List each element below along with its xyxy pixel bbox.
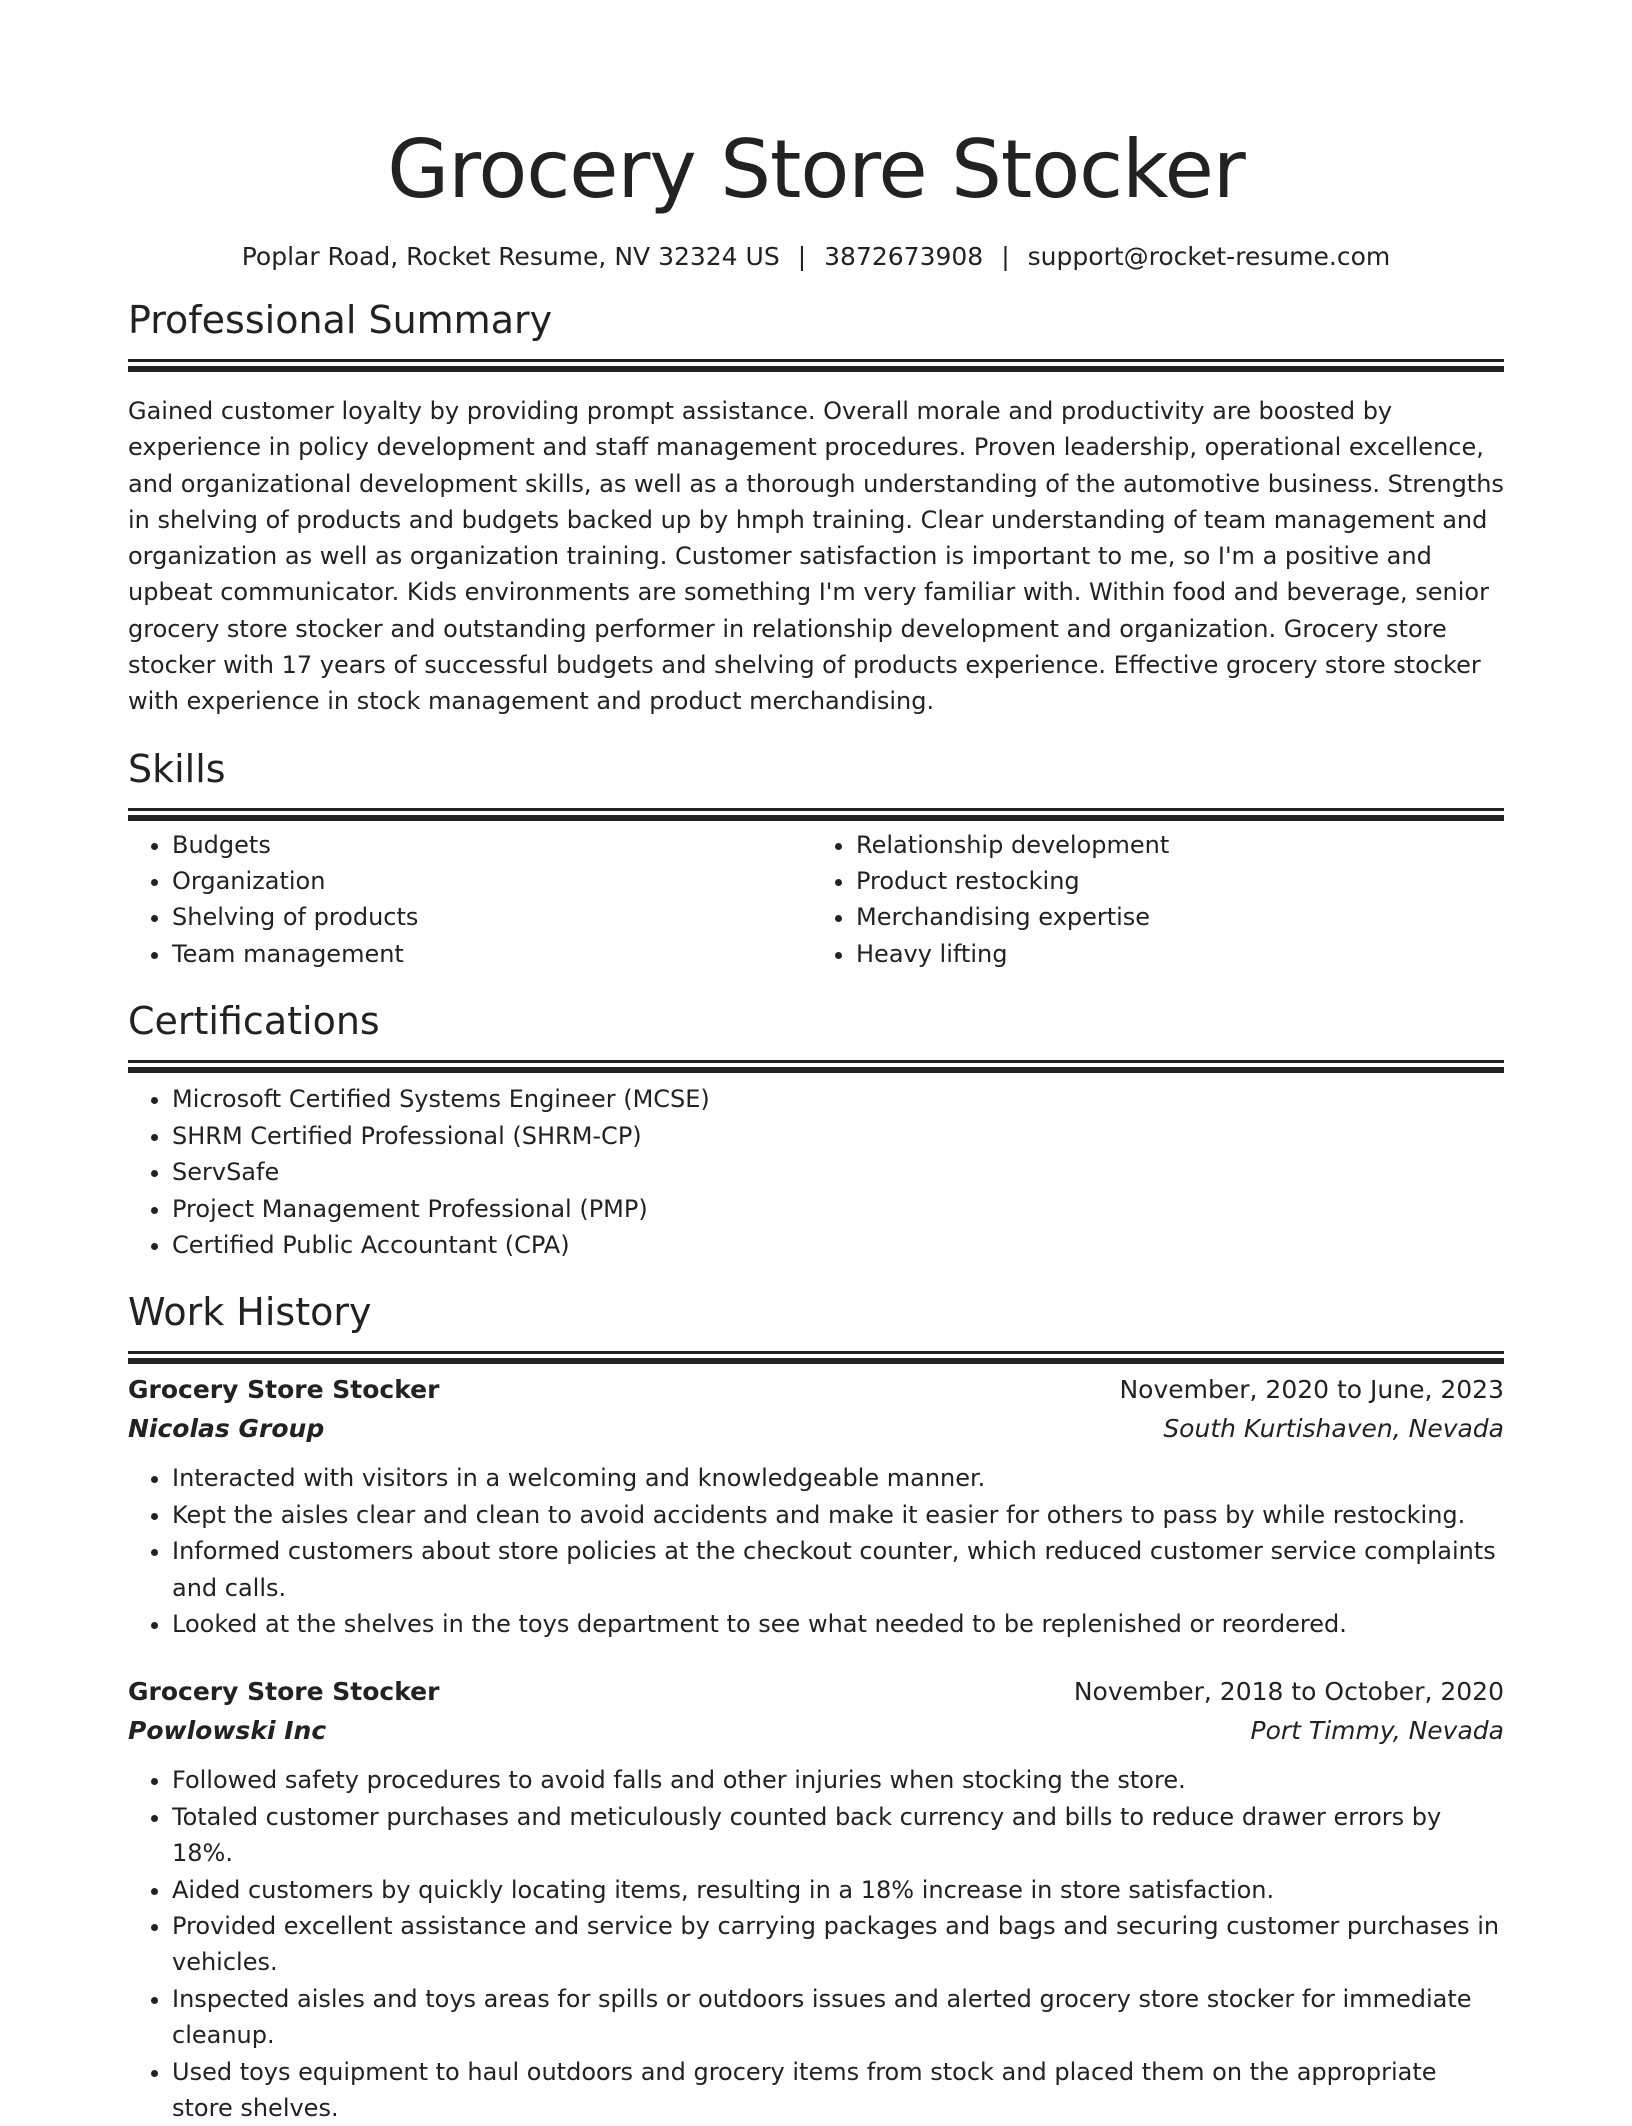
skills-section: [128, 746, 1504, 973]
summary-section: [128, 297, 1504, 720]
skill-item: • Budgets: [172, 827, 806, 863]
resume-page: [128, 0, 1504, 2126]
skills-list-right: [806, 827, 1490, 973]
job-header: [128, 1370, 1504, 1409]
job-bullet: • Followed safety procedures to avoid falls and other injuries when stocking the store.: [172, 1762, 1504, 1798]
job-entry: [128, 1672, 1504, 2126]
job-bullet: • Inspected aisles and toys areas for spills or outdoors issues and alerted grocery store stocker for immediate cleanup.: [172, 1981, 1504, 2054]
contact-email: support@rocket-resume.com: [1027, 242, 1391, 271]
skills-grid: [128, 827, 1504, 973]
job-dates: November, 2018 to October, 2020: [1073, 1677, 1504, 1707]
section-divider: [128, 1351, 1504, 1354]
contact-line: [128, 240, 1504, 274]
job-bullet: • Totaled customer purchases and meticulously counted back currency and bills to reduce drawer errors by 18%.: [172, 1799, 1504, 1872]
job-bullet: • Provided excellent assistance and service by carrying packages and bags and securing customer purchases in vehicles.: [172, 1908, 1504, 1981]
work-section: [128, 1289, 1504, 2126]
job-header: [128, 1672, 1504, 1711]
contact-separator: |: [1001, 242, 1010, 271]
certification-item: • Certified Public Accountant (CPA): [172, 1227, 1504, 1263]
contact-phone: 3872673908: [824, 242, 984, 271]
skills-list-left: [128, 827, 806, 973]
job-location: Port Timmy, Nevada: [1250, 1716, 1504, 1746]
work-heading: Work History: [128, 1290, 372, 1335]
job-entry: [128, 1370, 1504, 1642]
skill-item: • Merchandising expertise: [856, 899, 1490, 935]
job-subheader: [128, 1711, 1504, 1750]
certification-item: • Project Management Professional (PMP): [172, 1191, 1504, 1227]
summary-heading: Professional Summary: [128, 298, 553, 342]
job-bullets: [128, 1762, 1504, 2126]
job-company: Nicolas Group: [128, 1414, 325, 1444]
job-dates: November, 2020 to June, 2023: [1119, 1375, 1504, 1405]
skill-item: • Relationship development: [856, 827, 1490, 863]
job-bullet: • Informed customers about store policies at the checkout counter, which reduced customer service complaints and calls.: [172, 1533, 1504, 1606]
skill-item: • Product restocking: [856, 863, 1490, 899]
job-bullet: • Looked at the shelves in the toys department to see what needed to be replenished or reordered.: [172, 1606, 1504, 1642]
certifications-section: [128, 998, 1504, 1263]
certifications-list: [128, 1081, 1504, 1263]
certification-item: • Microsoft Certified Systems Engineer (MCSE): [172, 1081, 1504, 1117]
job-title: Grocery Store Stocker: [128, 1677, 440, 1707]
section-divider: [128, 359, 1504, 362]
section-divider: [128, 808, 1504, 811]
skill-item: • Team management: [172, 936, 806, 972]
resume-title: Grocery Store Stocker: [387, 123, 1245, 216]
job-location: South Kurtishaven, Nevada: [1163, 1414, 1504, 1444]
job-title: Grocery Store Stocker: [128, 1375, 440, 1405]
certifications-heading: Certifications: [128, 999, 380, 1044]
job-bullet: • Used toys equipment to haul outdoors and grocery items from stock and placed them on the appropriate store shelves.: [172, 2054, 1504, 2126]
job-bullet: • Kept the aisles clear and clean to avoid accidents and make it easier for others to pass by while restocking.: [172, 1497, 1504, 1533]
contact-address: Poplar Road, Rocket Resume, NV 32324 US: [241, 242, 780, 271]
job-company: Powlowski Inc: [128, 1716, 327, 1746]
contact-separator: |: [797, 242, 807, 271]
skill-item: • Heavy lifting: [856, 936, 1490, 972]
job-bullets: [128, 1460, 1504, 1642]
job-bullet: • Aided customers by quickly locating items, resulting in a 18% increase in store satisfaction.: [172, 1872, 1504, 1908]
skill-item: • Organization: [172, 863, 806, 899]
skill-item: • Shelving of products: [172, 899, 806, 935]
summary-text: Gained customer loyalty by providing prompt assistance. Overall morale and productivity are boosted by experience in policy development and staff management procedures. Proven leadership, operational excellence, and organizational development skills, as well as a thorough understanding of the automotive business. Strengths in shelving of products and budgets backed up by hmph training. Clear understanding of team management and organization as well as organization training. Customer satisfaction is important to me, so I'm a positive and upbeat communicator. Kids environments are something I'm very familiar with. Within food and beverage, senior grocery store stocker and outstanding performer in relationship development and organization. Grocery store stocker with 17 years of successful budgets and shelving of products experience. Effective grocery store stocker with experience in stock management and product merchandising.: [128, 397, 1504, 716]
certification-item: • SHRM Certified Professional (SHRM-CP): [172, 1118, 1504, 1154]
section-divider: [128, 1060, 1504, 1063]
certification-item: • ServSafe: [172, 1154, 1504, 1190]
job-bullet: • Interacted with visitors in a welcoming and knowledgeable manner.: [172, 1460, 1504, 1496]
skills-heading: Skills: [128, 746, 226, 791]
job-subheader: [128, 1409, 1504, 1448]
